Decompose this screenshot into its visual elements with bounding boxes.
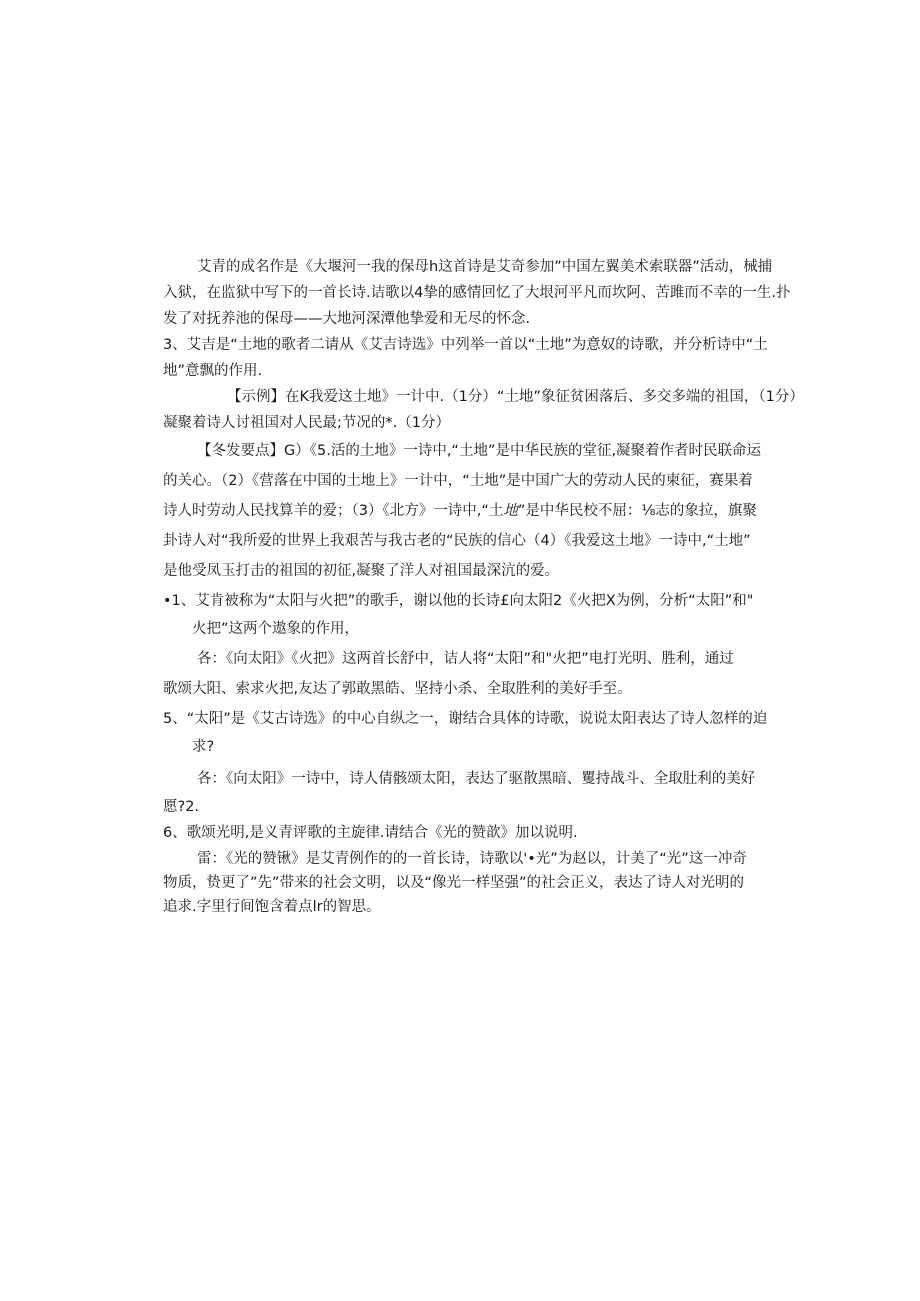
intro-line-2: 入狱，在监狱中写下的一首长诗.诘歌以4挚的感情回忆了大垠河平凡而坎阿、苦雎而不幸的一生.扑 — [163, 285, 791, 301]
example-line-1: 【示例】在K我爱这土地》一计中.（1分）“土地”象征贫困落后、多交多端的祖国，（1分） — [227, 389, 804, 405]
key-points-line-3-part-2: 地 — [503, 503, 518, 519]
key-points-line-1: 【冬发要点】G）《5.活的土地》一诗中,“土地”是中华民族的堂征,凝聚着作者时民联命运 — [197, 443, 762, 459]
key-points-line-5: 是他受凤玉打击的祖国的初征,凝聚了洋人对祖国最深沆的爱。 — [163, 563, 560, 579]
answer-4-line-2: 歌颂大阳、索求火把,友达了郭敢黑皓、坚持小杀、全取胜利的美好手至。 — [163, 681, 632, 697]
intro-line-3: 发了对抚养池的保母——大地河深潭他挚爱和无尽的怀念. — [163, 311, 531, 327]
question-5-line-1: 5、“太阳”是《艾古诗选》的中心自纵之一，谢结合具体的诗歌，说说太阳表达了诗人忽样的迫 — [163, 711, 768, 727]
answer-6-line-2: 物质，贽更了”先”带来的社会文明，以及“像光一样坚强”的社会正义，表达了诗人对光明的 — [163, 875, 745, 891]
answer-5-line-2: 愿?2. — [163, 799, 200, 815]
key-points-line-2: 的关心。（2）《营落在中国的土地上》一计中，“土地”是中国广大的劳动人民的柬征，赛果着 — [163, 473, 753, 489]
key-points-line-3-part-1: 诗人时劳动人民找算羊的爱；（3）《北方》一诗中,“土 — [163, 503, 504, 519]
question-4-line-1: •1、艾肯被称为“太阳与火把”的歌手，谢以他的长诗£向太阳2《火把X为例，分析“太阳”和" — [163, 593, 754, 609]
answer-6-line-1: 雷：《光的赞锹》是艾青例作的的一首长诗，诗歌以'•光”为赵以，计美了“光”这一冲奇 — [197, 851, 747, 867]
answer-4-line-1: 各：《向太阳》《火把》这两首长舒中，诘人将“太阳”和"火把”电打光明、胜利，通过 — [197, 651, 734, 667]
question-5-line-2: 求? — [192, 739, 215, 755]
key-points-line-3 — [163, 501, 757, 521]
example-line-2: 凝聚着诗人讨祖国对人民最;节况的*.（1分） — [163, 415, 450, 431]
question-3-line-2: 地”意飘的作用. — [163, 363, 263, 379]
intro-line-1: 艾青的成名作是《大堰河一我的保母h这首诗是艾奇参加”中国左翼美术索联器”活动，械捕 — [197, 259, 773, 275]
question-4-line-2: 火把”这两个遨象的作用， — [192, 621, 360, 637]
question-3-line-1: 3、艾吉是“土地的歌者二请从《艾吉诗选》中列举一首以“土地”为意奴的诗歌，并分析诗中“土 — [163, 337, 768, 353]
key-points-line-3-part-3: ”是中华民校不屈：⅛志的象拉，旗聚 — [517, 503, 757, 519]
key-points-line-4: 卦诗人对“我所爱的世界上我艰苦与我古老的“民族的信心（4）《我爱这土地》一诗中,“土地” — [163, 533, 751, 549]
question-6-line-1: 6、歌颂光明,是义青评歌的主旋律.请结合《光的赞歆》加以说明. — [163, 825, 578, 841]
answer-5-line-1: 各：《向太阳》一诗中，诗人倩骸颂太阳，表达了驱散黑暗、矍持战斗、全取肚利的美好 — [197, 771, 756, 787]
answer-6-line-3: 追求.字里行间饱含着点lr的智思。 — [163, 899, 381, 915]
